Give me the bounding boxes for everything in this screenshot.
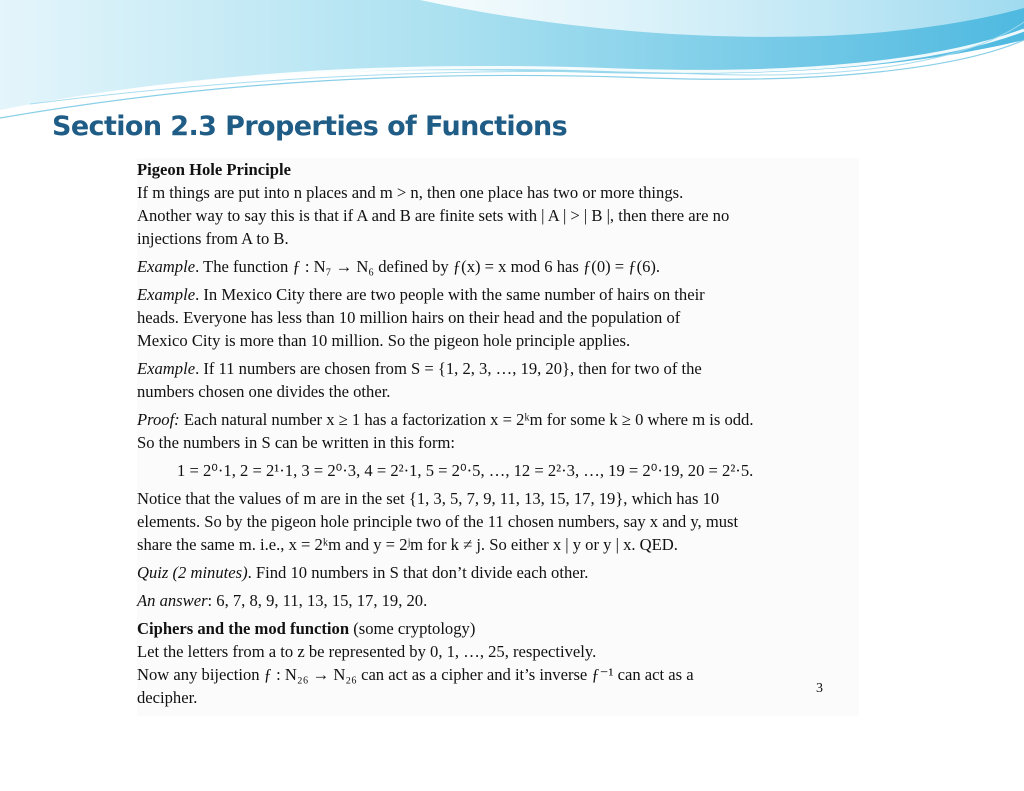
notice-line: Notice that the values of m are in the set {1, 3, 5, 7, 9, 11, 13, 15, 17, 19}, which has 10 <box>137 489 720 508</box>
example-label: Example <box>137 285 196 304</box>
ciphers-line: Let the letters from a to z be represented by 0, 1, …, 25, respectively. <box>137 642 597 661</box>
example-line: heads. Everyone has less than 10 million hairs on their head and the population of <box>137 308 681 327</box>
ciphers-line: decipher. <box>137 688 198 707</box>
ciphers-line: Now any bijection ƒ : N₂₆ → N₂₆ can act as a cipher and it’s inverse ƒ⁻¹ can act as a <box>137 665 694 684</box>
example-divides <box>137 357 859 380</box>
quiz-label: Quiz (2 minutes) <box>137 563 248 582</box>
example-label: Example <box>137 257 196 276</box>
proof-label: Proof: <box>137 410 180 429</box>
page-number: 3 <box>816 681 823 696</box>
proof-line: So the numbers in S can be written in this form: <box>137 433 456 452</box>
proof-text: Each natural number x ≥ 1 has a factorization x = 2ᵏm for some k ≥ 0 where m is odd. <box>179 410 754 429</box>
pigeonhole-line: injections from A to B. <box>137 229 289 248</box>
example-mexico-city <box>137 283 859 306</box>
quiz-text: . Find 10 numbers in S that don’t divide each other. <box>247 563 589 582</box>
slide-title: Section 2.3 Properties of Functions <box>52 111 568 142</box>
ciphers-heading-line <box>137 617 859 640</box>
ciphers-heading-note: (some cryptology) <box>349 619 476 638</box>
pigeonhole-heading: Pigeon Hole Principle <box>137 160 291 179</box>
proof-paragraph <box>137 408 859 431</box>
answer-label: An answer <box>137 591 208 610</box>
example-text: . The function ƒ : N₇ → N₆ defined by ƒ(x) = x mod 6 has ƒ(0) = ƒ(6). <box>195 257 661 276</box>
factorization-formula: 1 = 2⁰·1, 2 = 2¹·1, 3 = 2⁰·3, 4 = 2²·1, 5 = 2⁰·5, …, 12 = 2²·3, …, 19 = 2⁰·19, 20 = 2²·5. <box>177 461 754 480</box>
pigeonhole-line: Another way to say this is that if A and B are finite sets with | A | > | B |, then there are no <box>137 206 730 225</box>
example-text: . In Mexico City there are two people with the same number of hairs on their <box>195 285 705 304</box>
ciphers-heading: Ciphers and the mod function <box>137 619 350 638</box>
example-line: numbers chosen one divides the other. <box>137 382 391 401</box>
slide-content-image <box>137 158 859 716</box>
notice-line: elements. So by the pigeon hole principle two of the 11 chosen numbers, say x and y, must <box>137 512 739 531</box>
example-function <box>137 255 859 278</box>
example-text: . If 11 numbers are chosen from S = {1, 2, 3, …, 19, 20}, then for two of the <box>195 359 702 378</box>
answer-line <box>137 589 859 612</box>
pigeonhole-line: If m things are put into n places and m > n, then one place has two or more things. <box>137 183 684 202</box>
quiz-line <box>137 561 859 584</box>
example-line: Mexico City is more than 10 million. So the pigeon hole principle applies. <box>137 331 631 350</box>
notice-line: share the same m. i.e., x = 2ᵏm and y = 2ʲm for k ≠ j. So either x | y or y | x. QED. <box>137 535 678 554</box>
answer-text: : 6, 7, 8, 9, 11, 13, 15, 17, 19, 20. <box>207 591 428 610</box>
example-label: Example <box>137 359 196 378</box>
